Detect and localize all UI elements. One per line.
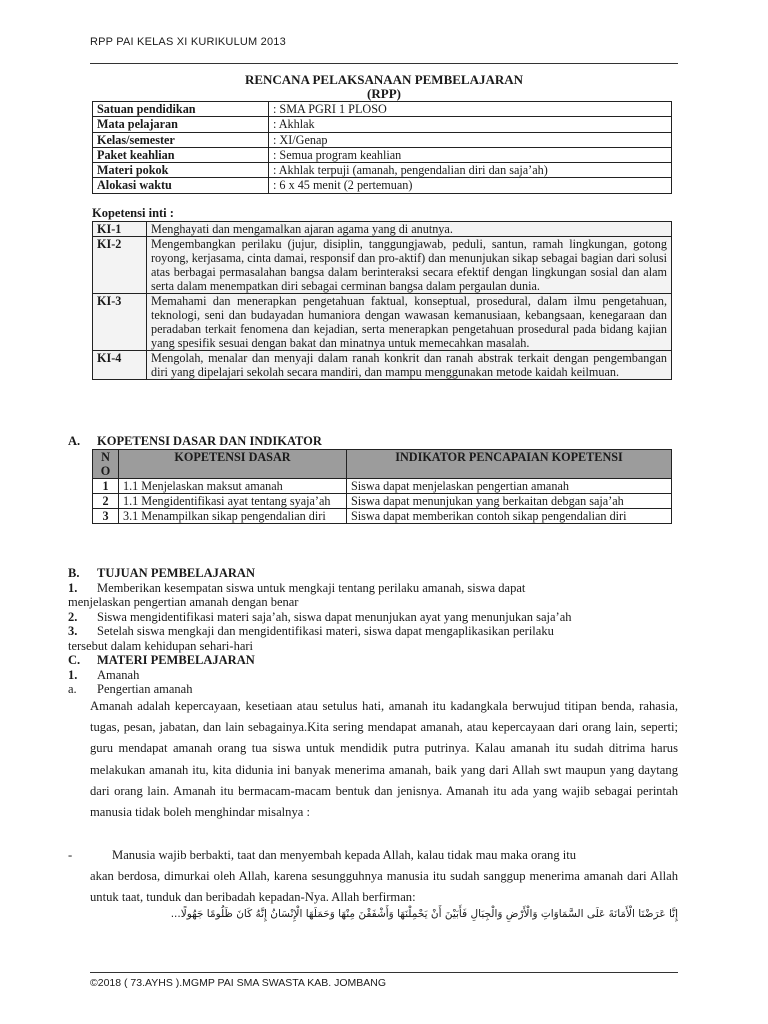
ki-code: KI-3 bbox=[93, 294, 147, 351]
list-text: Setelah siswa mengkaji dan mengidentifikasi materi, siswa dapat mengaplikasikan perilaku bbox=[97, 624, 554, 638]
identity-value: : Akhlak bbox=[269, 117, 672, 132]
table-row bbox=[93, 294, 672, 351]
kd-cell: 3.1 Menampilkan sikap pengendalian diri bbox=[119, 509, 347, 524]
identity-key: Materi pokok bbox=[93, 163, 269, 178]
list-text: Siswa mengidentifikasi materi saja’ah, siswa dapat menunjukan ayat yang menunjukan saja’ah bbox=[97, 609, 572, 624]
table-row bbox=[93, 494, 672, 509]
ki-text: Mengolah, menalar dan menyaji dalam ranah konkrit dan ranah abstrak terkait dengan pengembangan diri yang dipelajari sekolah secara mandiri, dan mampu menggunakan metode kaidah keilmuan. bbox=[147, 351, 672, 380]
kd-cell: 1.1 Menjelaskan maksut amanah bbox=[119, 479, 347, 494]
list-item bbox=[68, 610, 678, 625]
table-row bbox=[93, 132, 672, 147]
table-row bbox=[93, 479, 672, 494]
table-row bbox=[93, 178, 672, 193]
list-item bbox=[68, 682, 678, 697]
dash-marker: - bbox=[68, 848, 73, 862]
row-number: 3 bbox=[93, 509, 119, 524]
dash-line bbox=[68, 845, 678, 866]
identity-key: Alokasi waktu bbox=[93, 178, 269, 193]
ki-text: Mengembangkan perilaku (jujur, disiplin, tanggungjawab, peduli, santun, ramah lingkungan, gotong royong, kerjasama, cinta damai, responsif dan pro-aktif) dan menunjukan sikap sebagai bagian dari solusi atas berbagai permasalahan bangsa dalam berinteraksi secara efektif dengan lingkungan sosial dan alam serta dalam menempatkan diri sebagai cerminan bangsa dalam pergaulan dunia. bbox=[147, 237, 672, 294]
row-number: 1 bbox=[93, 479, 119, 494]
page-footer: ©2018 ( 73.AYHS ).MGMP PAI SMA SWASTA KAB. JOMBANG bbox=[90, 977, 386, 989]
identity-value: : Semua program keahlian bbox=[269, 147, 672, 162]
identity-value: : 6 x 45 menit (2 pertemuan) bbox=[269, 178, 672, 193]
list-text: Amanah bbox=[97, 667, 140, 682]
kompetensi-inti-label: Kopetensi inti : bbox=[92, 206, 174, 220]
section-c-heading bbox=[68, 653, 678, 668]
kompetensi-dasar-table bbox=[92, 449, 672, 524]
list-number: 2. bbox=[68, 609, 78, 624]
section-title: MATERI PEMBELAJARAN bbox=[97, 653, 255, 667]
list-text: Pengertian amanah bbox=[97, 682, 193, 696]
section-a-heading bbox=[68, 434, 322, 449]
ki-code: KI-1 bbox=[93, 222, 147, 237]
page-header: RPP PAI KELAS XI KURIKULUM 2013 bbox=[90, 36, 286, 48]
section-number: A. bbox=[68, 434, 81, 448]
paragraph-rest: akan berdosa, dimurkai oleh Allah, karena sesungguhnya manusia itu sudah sanggup menerima amanah dari Allah untuk taat, tunduk dan beribadah kepadan-Nya. Allah berfirman: bbox=[90, 869, 678, 905]
identity-key: Kelas/semester bbox=[93, 132, 269, 147]
identity-table bbox=[92, 101, 672, 194]
table-row bbox=[93, 163, 672, 178]
paragraph-first-line: Manusia wajib berbakti, taat dan menyembah kepada Allah, kalau tidak mau maka orang itu bbox=[112, 848, 577, 862]
section-b bbox=[68, 566, 678, 697]
list-number: a. bbox=[68, 682, 77, 696]
table-header-row bbox=[93, 450, 672, 479]
ki-code: KI-4 bbox=[93, 351, 147, 380]
table-row bbox=[93, 102, 672, 117]
table-row bbox=[93, 237, 672, 294]
section-title: TUJUAN PEMBELAJARAN bbox=[97, 566, 255, 580]
ki-text: Menghayati dan mengamalkan ajaran agama yang di anutnya. bbox=[147, 222, 672, 237]
section-b-heading bbox=[68, 566, 678, 581]
list-item bbox=[68, 624, 678, 639]
document-title: RENCANA PELAKSANAAN PEMBELAJARAN bbox=[244, 72, 524, 87]
table-row bbox=[93, 351, 672, 380]
list-item bbox=[68, 581, 678, 596]
identity-value: : SMA PGRI 1 PLOSO bbox=[269, 102, 672, 117]
identity-key: Satuan pendidikan bbox=[93, 102, 269, 117]
section-number: B. bbox=[68, 566, 80, 580]
row-number: 2 bbox=[93, 494, 119, 509]
identity-key: Mata pelajaran bbox=[93, 117, 269, 132]
identity-key: Paket keahlian bbox=[93, 147, 269, 162]
header-divider bbox=[90, 63, 678, 64]
column-header-no: N O bbox=[93, 450, 119, 479]
identity-value: : XI/Genap bbox=[269, 132, 672, 147]
identity-value: : Akhlak terpuji (amanah, pengendalian diri dan saja’ah) bbox=[269, 163, 672, 178]
table-row bbox=[93, 117, 672, 132]
ki-code: KI-2 bbox=[93, 237, 147, 294]
list-continuation: tersebut dalam kehidupan sehari-hari bbox=[68, 638, 253, 653]
indikator-cell: Siswa dapat menjelaskan pengertian amanah bbox=[347, 479, 672, 494]
indikator-cell: Siswa dapat menunjukan yang berkaitan debgan saja’ah bbox=[347, 494, 672, 509]
column-header-kd: KOPETENSI DASAR bbox=[119, 450, 347, 479]
list-number: 1. bbox=[68, 580, 78, 595]
document-subtitle: (RPP) bbox=[367, 86, 401, 101]
list-number: 1. bbox=[68, 667, 78, 682]
table-row bbox=[93, 509, 672, 524]
list-item bbox=[68, 668, 678, 683]
paragraph-amanah: Amanah adalah kepercayaan, kesetiaan atau setulus hati, amanah itu kadangkala berwujud titipan benda, rahasia, tugas, pesan, jabatan, dan lain sebagainya.Kita sering mendapat amanah, atau kepercayaan dari orang lain, seperti; guru mendapat amanah orang tua siswa untuk mendidik putra putrinya. Kalau amanah itu sudah ditrima harus melakukan amanah itu, kita didunia ini banyak menerima amanah, baik yang dari Allah swt maupun yang daytang dari orang lain. Amanah itu bermacam-macam bentuk dan jenisnya. Amanah itu ada yang wajib sebagai perintah manusia tidak boleh menghindar misalnya : bbox=[90, 699, 678, 820]
arabic-verse: إِنَّا عَرَضْنَا الْأَمَانَةَ عَلَى السَّمَاوَاتِ وَالْأَرْضِ وَالْجِبَالِ فَأَبَيْنَ أَنْ يَحْمِلْنَهَا وَأَشْفَقْنَ مِنْهَا وَحَمَلَهَا الْإِنْسَانُ إِنَّهُ كَانَ ظَلُومًا جَهُولًا... bbox=[170, 908, 678, 920]
table-row bbox=[93, 147, 672, 162]
footer-divider bbox=[90, 972, 678, 973]
kompetensi-inti-table bbox=[92, 221, 672, 380]
paragraph-wajib bbox=[68, 845, 678, 909]
table-row bbox=[93, 222, 672, 237]
ki-text: Memahami dan menerapkan pengetahuan faktual, konseptual, prosedural, dalam ilmu pengetahuan, teknologi, seni dan budayadan humaniora dengan wawasan kemanusiaan, kebangsaan, kenegaraan dan peradaban terkait fenomena dan kejadian, serta menerapkan pengetahuan prosedural pada bidang kajian yang spesifik sesuai dengan bakat dan minatnya untuk memecahkan masalah. bbox=[147, 294, 672, 351]
section-title: KOPETENSI DASAR DAN INDIKATOR bbox=[97, 434, 322, 448]
section-number: C. bbox=[68, 653, 81, 667]
list-number: 3. bbox=[68, 624, 78, 638]
list-continuation: menjelaskan pengertian amanah dengan benar bbox=[68, 595, 299, 609]
indikator-cell: Siswa dapat memberikan contoh sikap pengendalian diri bbox=[347, 509, 672, 524]
kd-cell: 1.1 Mengidentifikasi ayat tentang syaja’ah bbox=[119, 494, 347, 509]
column-header-indikator: INDIKATOR PENCAPAIAN KOPETENSI bbox=[347, 450, 672, 479]
list-text: Memberikan kesempatan siswa untuk mengkaji tentang perilaku amanah, siswa dapat bbox=[97, 580, 526, 595]
